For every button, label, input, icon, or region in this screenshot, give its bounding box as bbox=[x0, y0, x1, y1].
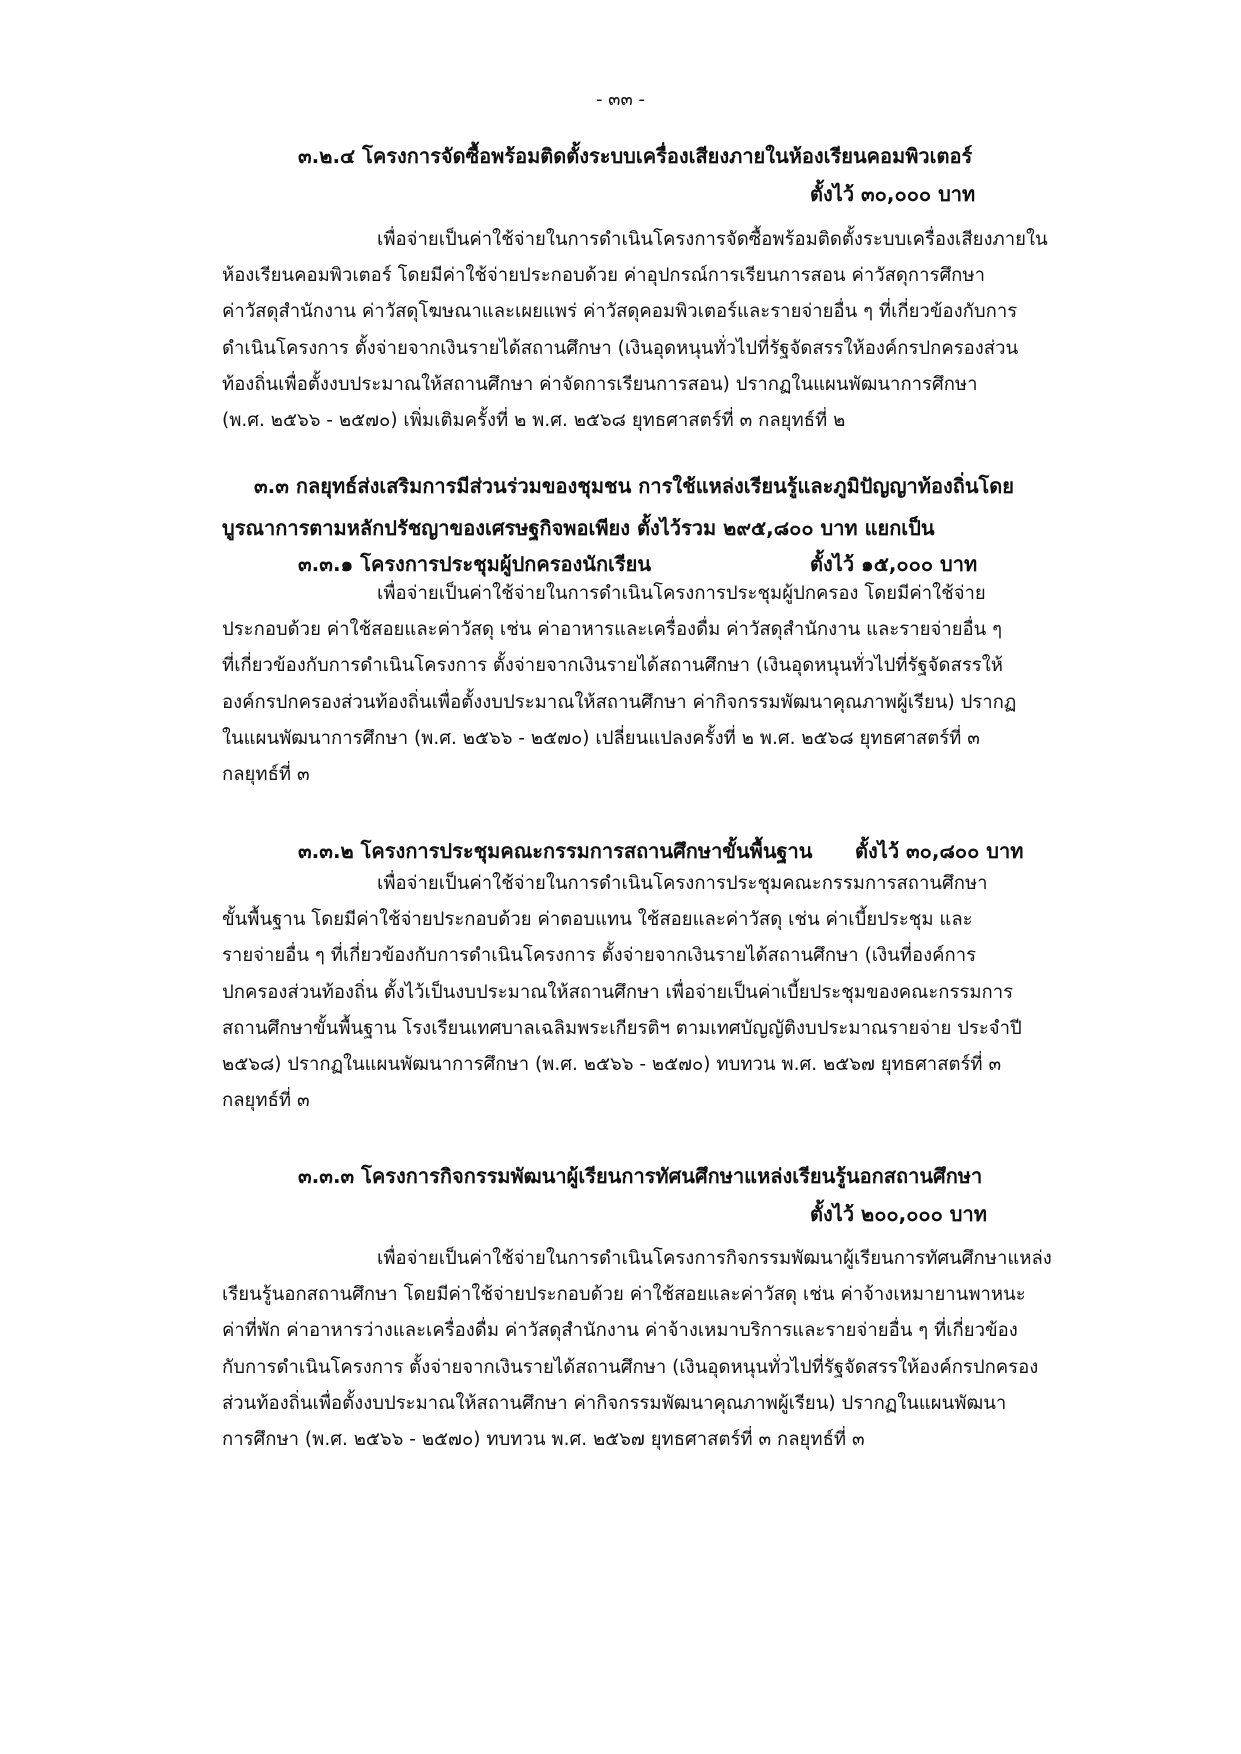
section-heading-3-3-3: ๓.๓.๓ โครงการกิจกรรมพัฒนาผู้เรียนการทัศนศึกษาแหล่งเรียนรู้นอกสถานศึกษา bbox=[298, 1164, 983, 1188]
body-line: กับการดำเนินโครงการ ตั้งจ่ายจากเงินรายได้สถานศึกษา (เงินอุดหนุนทั่วไปที่รัฐจัดสรรให้องค์กรปกครอง bbox=[222, 1356, 1039, 1378]
body-line: ที่เกี่ยวข้องกับการดำเนินโครงการ ตั้งจ่ายจากเงินรายได้สถานศึกษา (เงินอุดหนุนทั่วไปที่รัฐจัดสรรให้ bbox=[222, 655, 1003, 677]
body-line: องค์กรปกครองส่วนท้องถิ่นเพื่อตั้งงบประมาณให้สถานศึกษา ค่ากิจกรรมพัฒนาคุณภาพผู้เรียน) ปรากฏ bbox=[222, 691, 1017, 713]
section-amount-3-3-1: ตั้งไว้ ๑๕,๐๐๐ บาท bbox=[810, 552, 978, 576]
body-line: ในแผนพัฒนาการศึกษา (พ.ศ. ๒๕๖๖ - ๒๕๗๐) เปลี่ยนแปลงครั้งที่ ๒ พ.ศ. ๒๕๖๘ ยุทธศาสตร์ที่ ๓ bbox=[222, 727, 980, 749]
body-line: การศึกษา (พ.ศ. ๒๕๖๖ - ๒๕๗๐) ทบทวน พ.ศ. ๒๕๖๗ ยุทธศาสตร์ที่ ๓ กลยุทธ์ที่ ๓ bbox=[222, 1429, 865, 1451]
body-line: เพื่อจ่ายเป็นค่าใช้จ่ายในการดำเนินโครงการประชุมผู้ปกครอง โดยมีค่าใช้จ่าย bbox=[377, 583, 986, 604]
section-heading-3-3-2: ๓.๓.๒ โครงการประชุมคณะกรรมการสถานศึกษาขั้นพื้นฐาน bbox=[298, 839, 813, 863]
body-line: (พ.ศ. ๒๕๖๖ - ๒๕๗๐) เพิ่มเติมครั้งที่ ๒ พ.ศ. ๒๕๖๘ ยุทธศาสตร์ที่ ๓ กลยุทธ์ที่ ๒ bbox=[222, 410, 846, 432]
body-line: ค่าวัสดุสำนักงาน ค่าวัสดุโฆษณาและเผยแพร่ ค่าวัสดุคอมพิวเตอร์และรายจ่ายอื่น ๆ ที่เกี่ยวข้องกับการ bbox=[222, 301, 1018, 323]
section-body-3-3-3 bbox=[222, 1241, 1102, 1458]
body-line: ห้องเรียนคอมพิวเตอร์ โดยมีค่าใช้จ่ายประกอบด้วย ค่าอุปกรณ์การเรียนการสอน ค่าวัสดุการศึกษา bbox=[222, 265, 985, 287]
body-line: กลยุทธ์ที่ ๓ bbox=[222, 1090, 310, 1112]
body-line: ส่วนท้องถิ่นเพื่อตั้งงบประมาณให้สถานศึกษา ค่ากิจกรรมพัฒนาคุณภาพผู้เรียน) ปรากฏในแผนพัฒนา bbox=[222, 1392, 1007, 1414]
body-line: สถานศึกษาขั้นพื้นฐาน โรงเรียนเทศบาลเฉลิมพระเกียรติฯ ตามเทศบัญญัติงบประมาณรายจ่าย ประจำปี bbox=[222, 1017, 1022, 1039]
section-body-3-3-2 bbox=[222, 866, 1102, 1119]
body-line: ท้องถิ่นเพื่อตั้งงบประมาณให้สถานศึกษา ค่าจัดการเรียนการสอน) ปรากฏในแผนพัฒนาการศึกษา bbox=[222, 373, 978, 395]
body-line: กลยุทธ์ที่ ๓ bbox=[222, 764, 310, 786]
body-line: ประกอบด้วย ค่าใช้สอยและค่าวัสดุ เช่น ค่าอาหารและเครื่องดื่ม ค่าวัสดุสำนักงาน และรายจ่ายอื่น ๆ bbox=[222, 619, 1003, 641]
section-heading-3-3-line2: บูรณาการตามหลักปรัชญาของเศรษฐกิจพอเพียง ตั้งไว้รวม ๒๙๕,๘๐๐ บาท แยกเป็น bbox=[222, 516, 935, 540]
body-line: ดำเนินโครงการ ตั้งจ่ายจากเงินรายได้สถานศึกษา (เงินอุดหนุนทั่วไปที่รัฐจัดสรรให้องค์กรปกครองส่วน bbox=[222, 337, 1019, 359]
body-line: ๒๕๖๘) ปรากฏในแผนพัฒนาการศึกษา (พ.ศ. ๒๕๖๖ - ๒๕๗๐) ทบทวน พ.ศ. ๒๕๖๗ ยุทธศาสตร์ที่ ๓ bbox=[222, 1054, 1002, 1076]
section-amount-3-3-3: ตั้งไว้ ๒๐๐,๐๐๐ บาท bbox=[810, 1202, 987, 1226]
body-line: รายจ่ายอื่น ๆ ที่เกี่ยวข้องกับการดำเนินโครงการ ตั้งจ่ายจากเงินรายได้สถานศึกษา (เงินที่องค์การ bbox=[222, 945, 977, 967]
section-body-3-3-1 bbox=[222, 576, 1102, 793]
page-number: - ๓๓ - bbox=[595, 89, 646, 110]
body-line: ค่าที่พัก ค่าอาหารว่างและเครื่องดื่ม ค่าวัสดุสำนักงาน ค่าจ้างเหมาบริการและรายจ่ายอื่น ๆ ที่เกี่ยวข้อง bbox=[222, 1320, 1018, 1342]
section-amount-3-2-4: ตั้งไว้ ๓๐,๐๐๐ บาท bbox=[810, 182, 976, 206]
body-line: เพื่อจ่ายเป็นค่าใช้จ่ายในการดำเนินโครงการกิจกรรมพัฒนาผู้เรียนการทัศนศึกษาแหล่ง bbox=[377, 1248, 1052, 1269]
section-heading-3-3-line1: ๓.๓ กลยุทธ์ส่งเสริมการมีส่วนร่วมของชุมชน การใช้แหล่งเรียนรู้และภูมิปัญญาท้องถิ่นโดย bbox=[254, 474, 1014, 498]
section-amount-3-3-2: ตั้งไว้ ๓๐,๘๐๐ บาท bbox=[855, 839, 1024, 863]
body-line: เพื่อจ่ายเป็นค่าใช้จ่ายในการดำเนินโครงการประชุมคณะกรรมการสถานศึกษา bbox=[377, 873, 988, 894]
section-heading-3-2-4: ๓.๒.๔ โครงการจัดซื้อพร้อมติดตั้งระบบเครื่องเสียงภายในห้องเรียนคอมพิวเตอร์ bbox=[298, 144, 973, 168]
body-line: ปกครองส่วนท้องถิ่น ตั้งไว้เป็นงบประมาณให้สถานศึกษา เพื่อจ่ายเป็นค่าเบี้ยประชุมของคณะกรรมการ bbox=[222, 981, 1014, 1003]
body-line: เพื่อจ่ายเป็นค่าใช้จ่ายในการดำเนินโครงการจัดซื้อพร้อมติดตั้งระบบเครื่องเสียงภายใน bbox=[377, 229, 1048, 250]
body-line: เรียนรู้นอกสถานศึกษา โดยมีค่าใช้จ่ายประกอบด้วย ค่าใช้สอยและค่าวัสดุ เช่น ค่าจ้างเหมายานพาหนะ bbox=[222, 1284, 1026, 1306]
section-heading-3-3-1: ๓.๓.๑ โครงการประชุมผู้ปกครองนักเรียน bbox=[298, 552, 652, 576]
body-line: ขั้นพื้นฐาน โดยมีค่าใช้จ่ายประกอบด้วย ค่าตอบแทน ใช้สอยและค่าวัสดุ เช่น ค่าเบี้ยประชุม และ bbox=[222, 909, 973, 931]
section-body-3-2-4 bbox=[222, 222, 1102, 439]
